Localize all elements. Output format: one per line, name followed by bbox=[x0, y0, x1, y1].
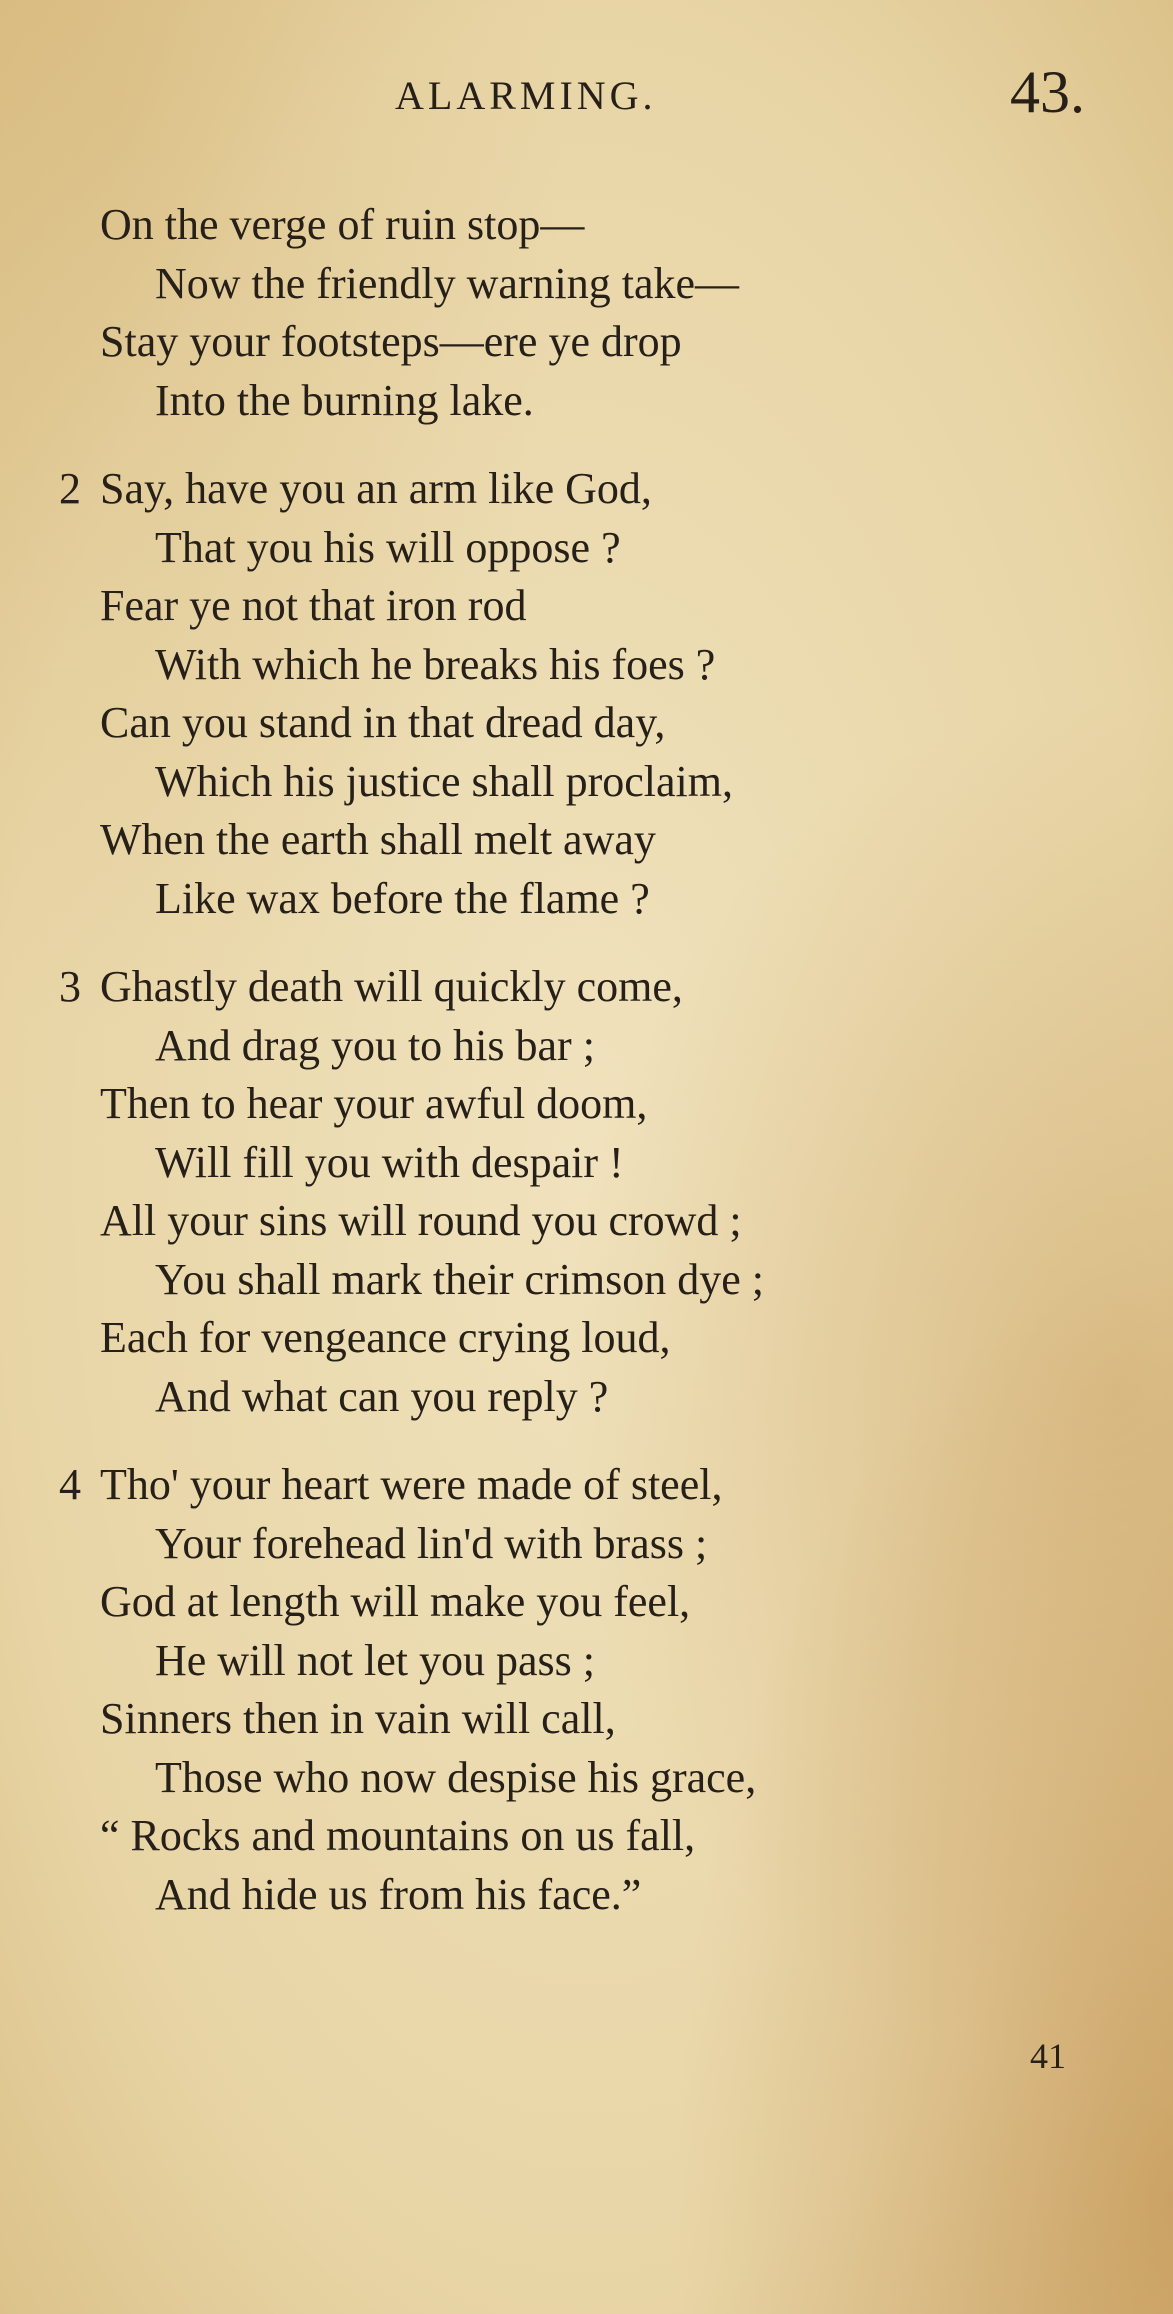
stanza-line: When the earth shall melt away bbox=[100, 815, 656, 864]
stanza-line: Your forehead lin'd with brass ; bbox=[155, 1518, 708, 1568]
stanza-line: You shall mark their crimson dye ; bbox=[155, 1254, 765, 1304]
stanza-2 bbox=[60, 460, 1100, 928]
stanza-line: And what can you reply ? bbox=[155, 1371, 609, 1421]
stanza-line: On the verge of ruin stop— bbox=[100, 200, 585, 249]
stanza-line: And drag you to his bar ; bbox=[155, 1020, 595, 1070]
stanza-line: Into the burning lake. bbox=[155, 375, 534, 425]
stanza-line: All your sins will round you crowd ; bbox=[100, 1196, 742, 1245]
stanza-number: 2 bbox=[59, 464, 81, 513]
stanza-line: And hide us from his face.” bbox=[155, 1869, 642, 1919]
stanza-line: “ Rocks and mountains on us fall, bbox=[100, 1811, 696, 1860]
stanza-line: Can you stand in that dread day, bbox=[100, 698, 666, 747]
stanza-1 bbox=[60, 196, 1100, 430]
stanza-line: Then to hear your awful doom, bbox=[100, 1079, 648, 1128]
stanza-line: Each for vengeance crying loud, bbox=[100, 1313, 671, 1362]
signature-mark: 41 bbox=[1030, 2036, 1066, 2076]
stanza-line: That you his will oppose ? bbox=[155, 522, 621, 572]
stanza-line: God at length will make you feel, bbox=[100, 1577, 691, 1626]
stanza-3 bbox=[60, 958, 1100, 1426]
stanza-line: Fear ye not that iron rod bbox=[100, 581, 527, 630]
stanza-4 bbox=[60, 1456, 1100, 1924]
stanza-line: Say, have you an arm like God, bbox=[100, 464, 652, 513]
running-head-title: ALARMING. bbox=[395, 73, 657, 118]
stanza-line: Stay your footsteps—ere ye drop bbox=[100, 317, 682, 366]
stanza-line: Tho' your heart were made of steel, bbox=[100, 1460, 723, 1509]
stanza-line: Which his justice shall proclaim, bbox=[155, 756, 733, 806]
stanza-line: Will fill you with despair ! bbox=[155, 1137, 624, 1187]
stanza-line: He will not let you pass ; bbox=[155, 1635, 595, 1685]
stanza-line: Now the friendly warning take— bbox=[155, 258, 740, 308]
stanza-line: Those who now despise his grace, bbox=[155, 1752, 757, 1802]
stanza-line: With which he breaks his foes ? bbox=[155, 639, 716, 689]
page-number: 43. bbox=[1010, 59, 1085, 125]
stanza-line: Like wax before the flame ? bbox=[155, 873, 650, 923]
stanza-number: 3 bbox=[59, 962, 81, 1011]
poem-body bbox=[60, 196, 1100, 1954]
stanza-number: 4 bbox=[59, 1460, 81, 1509]
stanza-line: Ghastly death will quickly come, bbox=[100, 962, 683, 1011]
stanza-line: Sinners then in vain will call, bbox=[100, 1694, 616, 1743]
